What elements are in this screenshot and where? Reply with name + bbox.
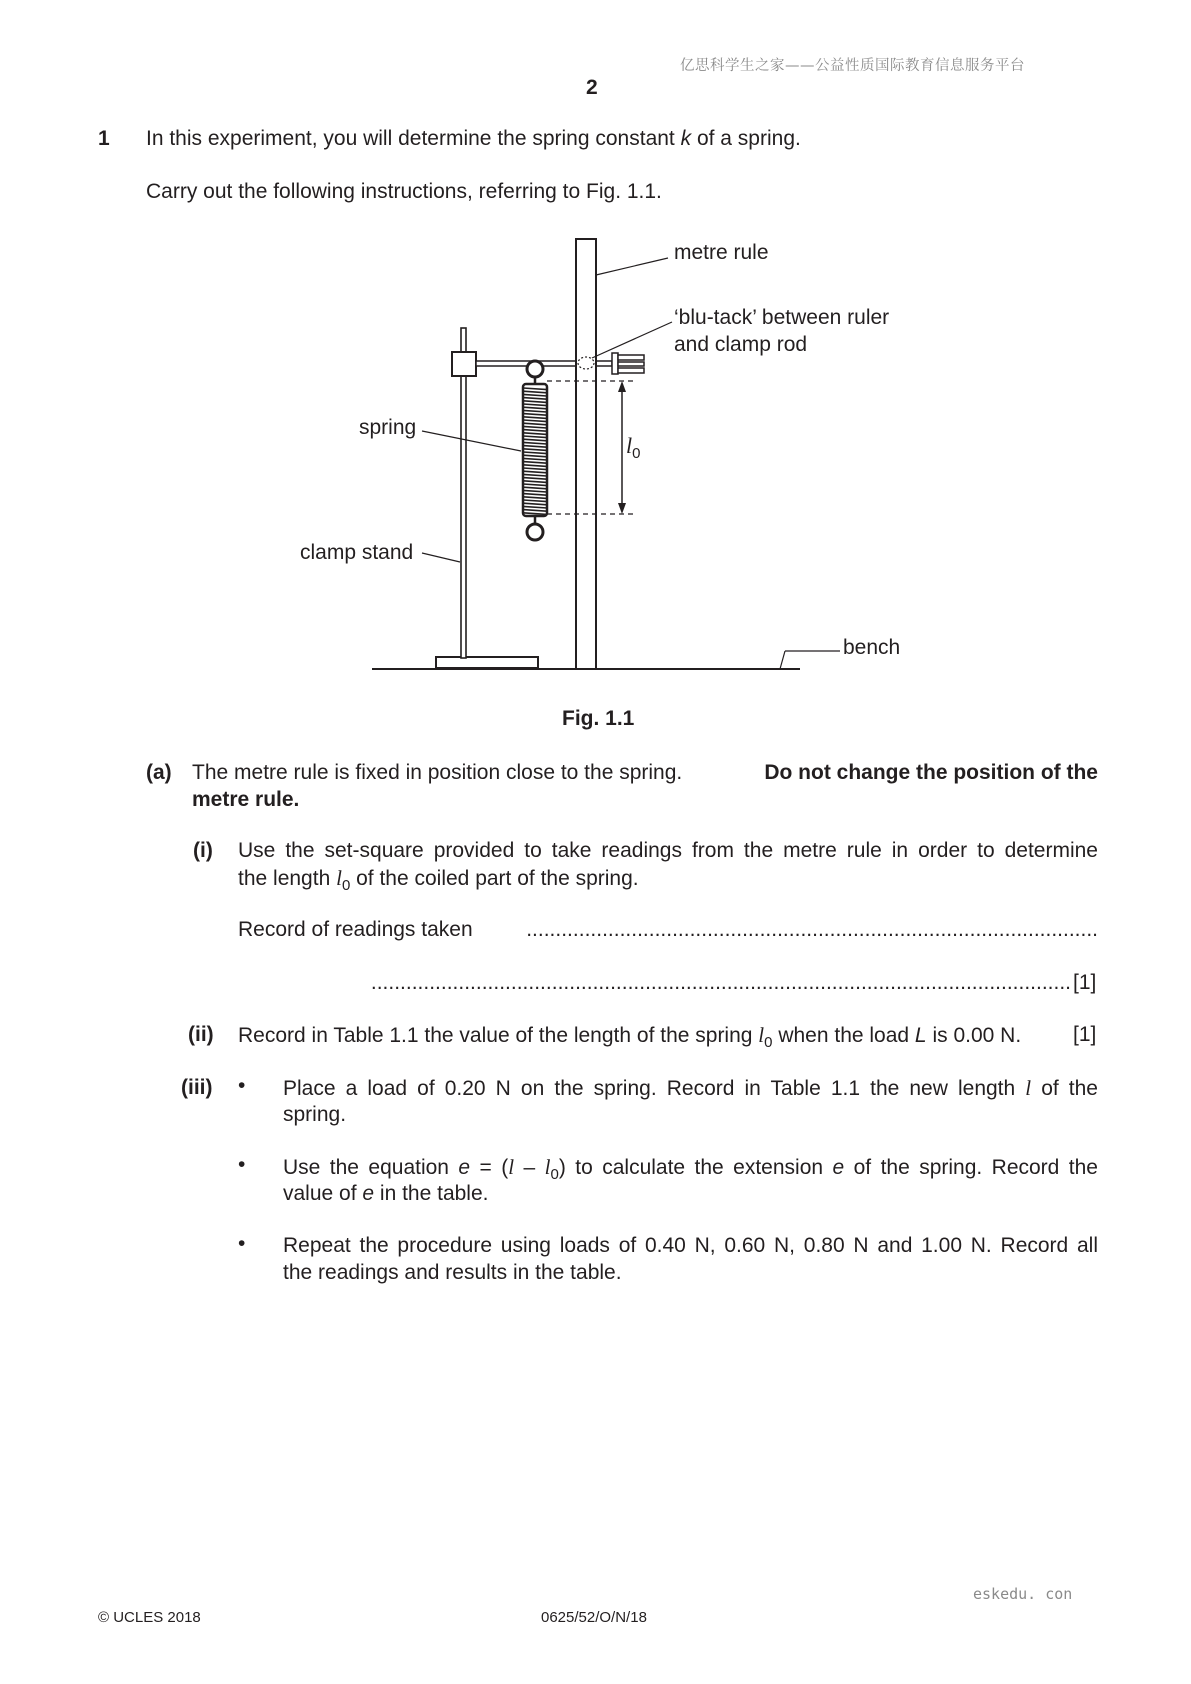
label-spring: spring — [359, 416, 417, 439]
blu-tack — [578, 357, 594, 369]
boss-clamp — [452, 352, 476, 376]
label-metre-rule: metre rule — [674, 241, 769, 264]
record-label: Record of readings taken — [238, 918, 473, 941]
label-clamp-stand: clamp stand — [300, 541, 414, 564]
bullet-3-line2: the readings and results in the table. — [283, 1261, 622, 1284]
label-blu-tack-1: ‘blu-tack’ between ruler — [674, 306, 890, 329]
part-a-text-line1: The metre rule is fixed in position close to the spring. Do not change the position of the — [192, 761, 1098, 784]
part-ii-mark: [1] — [1073, 1023, 1097, 1046]
spring-top-ring — [527, 361, 543, 377]
bullet-3-line1: Repeat the procedure using loads of 0.40 N, 0.60 N, 0.80 N and 1.00 N. Record all — [283, 1234, 1098, 1257]
clamp-stand-base — [436, 657, 538, 668]
leader-spring — [422, 431, 521, 451]
part-i-mark: [1] — [1073, 971, 1097, 994]
label-l0: $l_0$ — [626, 433, 641, 462]
label-bench: bench — [843, 636, 901, 659]
part-a-text-line2: metre rule. — [192, 788, 300, 811]
leader-metre-rule — [596, 258, 668, 275]
page-number: 2 — [586, 76, 598, 99]
part-a-label: (a) — [146, 761, 172, 784]
bullet-2-line1: Use the equation $e = (l - l_0)$ to calculate the extension e of the spring. Record the — [283, 1155, 1098, 1183]
part-iii-label: (iii) — [181, 1076, 213, 1099]
spring-coil — [523, 384, 547, 516]
spring-bottom-ring — [527, 524, 543, 540]
question-intro: In this experiment, you will determine the spring constant k of a spring. — [146, 127, 801, 150]
figure-caption: Fig. 1.1 — [562, 707, 635, 730]
clamp-stand-rod — [461, 328, 466, 658]
bullet-1: • — [238, 1074, 246, 1097]
label-blu-tack-2: and clamp rod — [674, 333, 808, 356]
leader-clamp-stand — [422, 553, 460, 562]
bullet-1-line1: Place a load of 0.20 N on the spring. Record in Table 1.1 the new length l of the — [283, 1076, 1098, 1100]
bullet-2: • — [238, 1153, 246, 1176]
footer-copyright: © UCLES 2018 — [98, 1609, 201, 1626]
question-instructions: Carry out the following instructions, referring to Fig. 1.1. — [146, 180, 662, 203]
footer-paper-code: 0625/52/O/N/18 — [541, 1609, 647, 1626]
leader-blu-tack — [592, 322, 672, 358]
bullet-2-line2: value of e in the table. — [283, 1182, 489, 1205]
figure-1-1 — [0, 0, 1191, 700]
answer-line-1[interactable]: .................................................................................................. — [526, 918, 1098, 941]
footer-watermark: eskedu. con — [973, 1585, 1073, 1603]
part-ii-text: Record in Table 1.1 the value of the length of the spring $l_0$ when the load L is 0.00 N. — [238, 1023, 1022, 1051]
question-number: 1 — [98, 127, 110, 150]
metre-rule — [576, 239, 596, 669]
part-ii-label: (ii) — [188, 1023, 214, 1046]
part-i-line1: Use the set-square provided to take readings from the metre rule in order to determine — [238, 839, 1098, 862]
part-i-label: (i) — [193, 839, 213, 862]
header-watermark: 亿思科学生之家——公益性质国际教育信息服务平台 — [680, 58, 1025, 74]
bullet-3: • — [238, 1232, 246, 1255]
clamp-jaws — [612, 353, 644, 374]
part-i-line2: the length $l_0$ of the coiled part of the spring. — [238, 866, 639, 894]
answer-line-2[interactable]: ........................................................................................................................ — [370, 971, 1071, 994]
bullet-1-line2: spring. — [283, 1103, 347, 1126]
